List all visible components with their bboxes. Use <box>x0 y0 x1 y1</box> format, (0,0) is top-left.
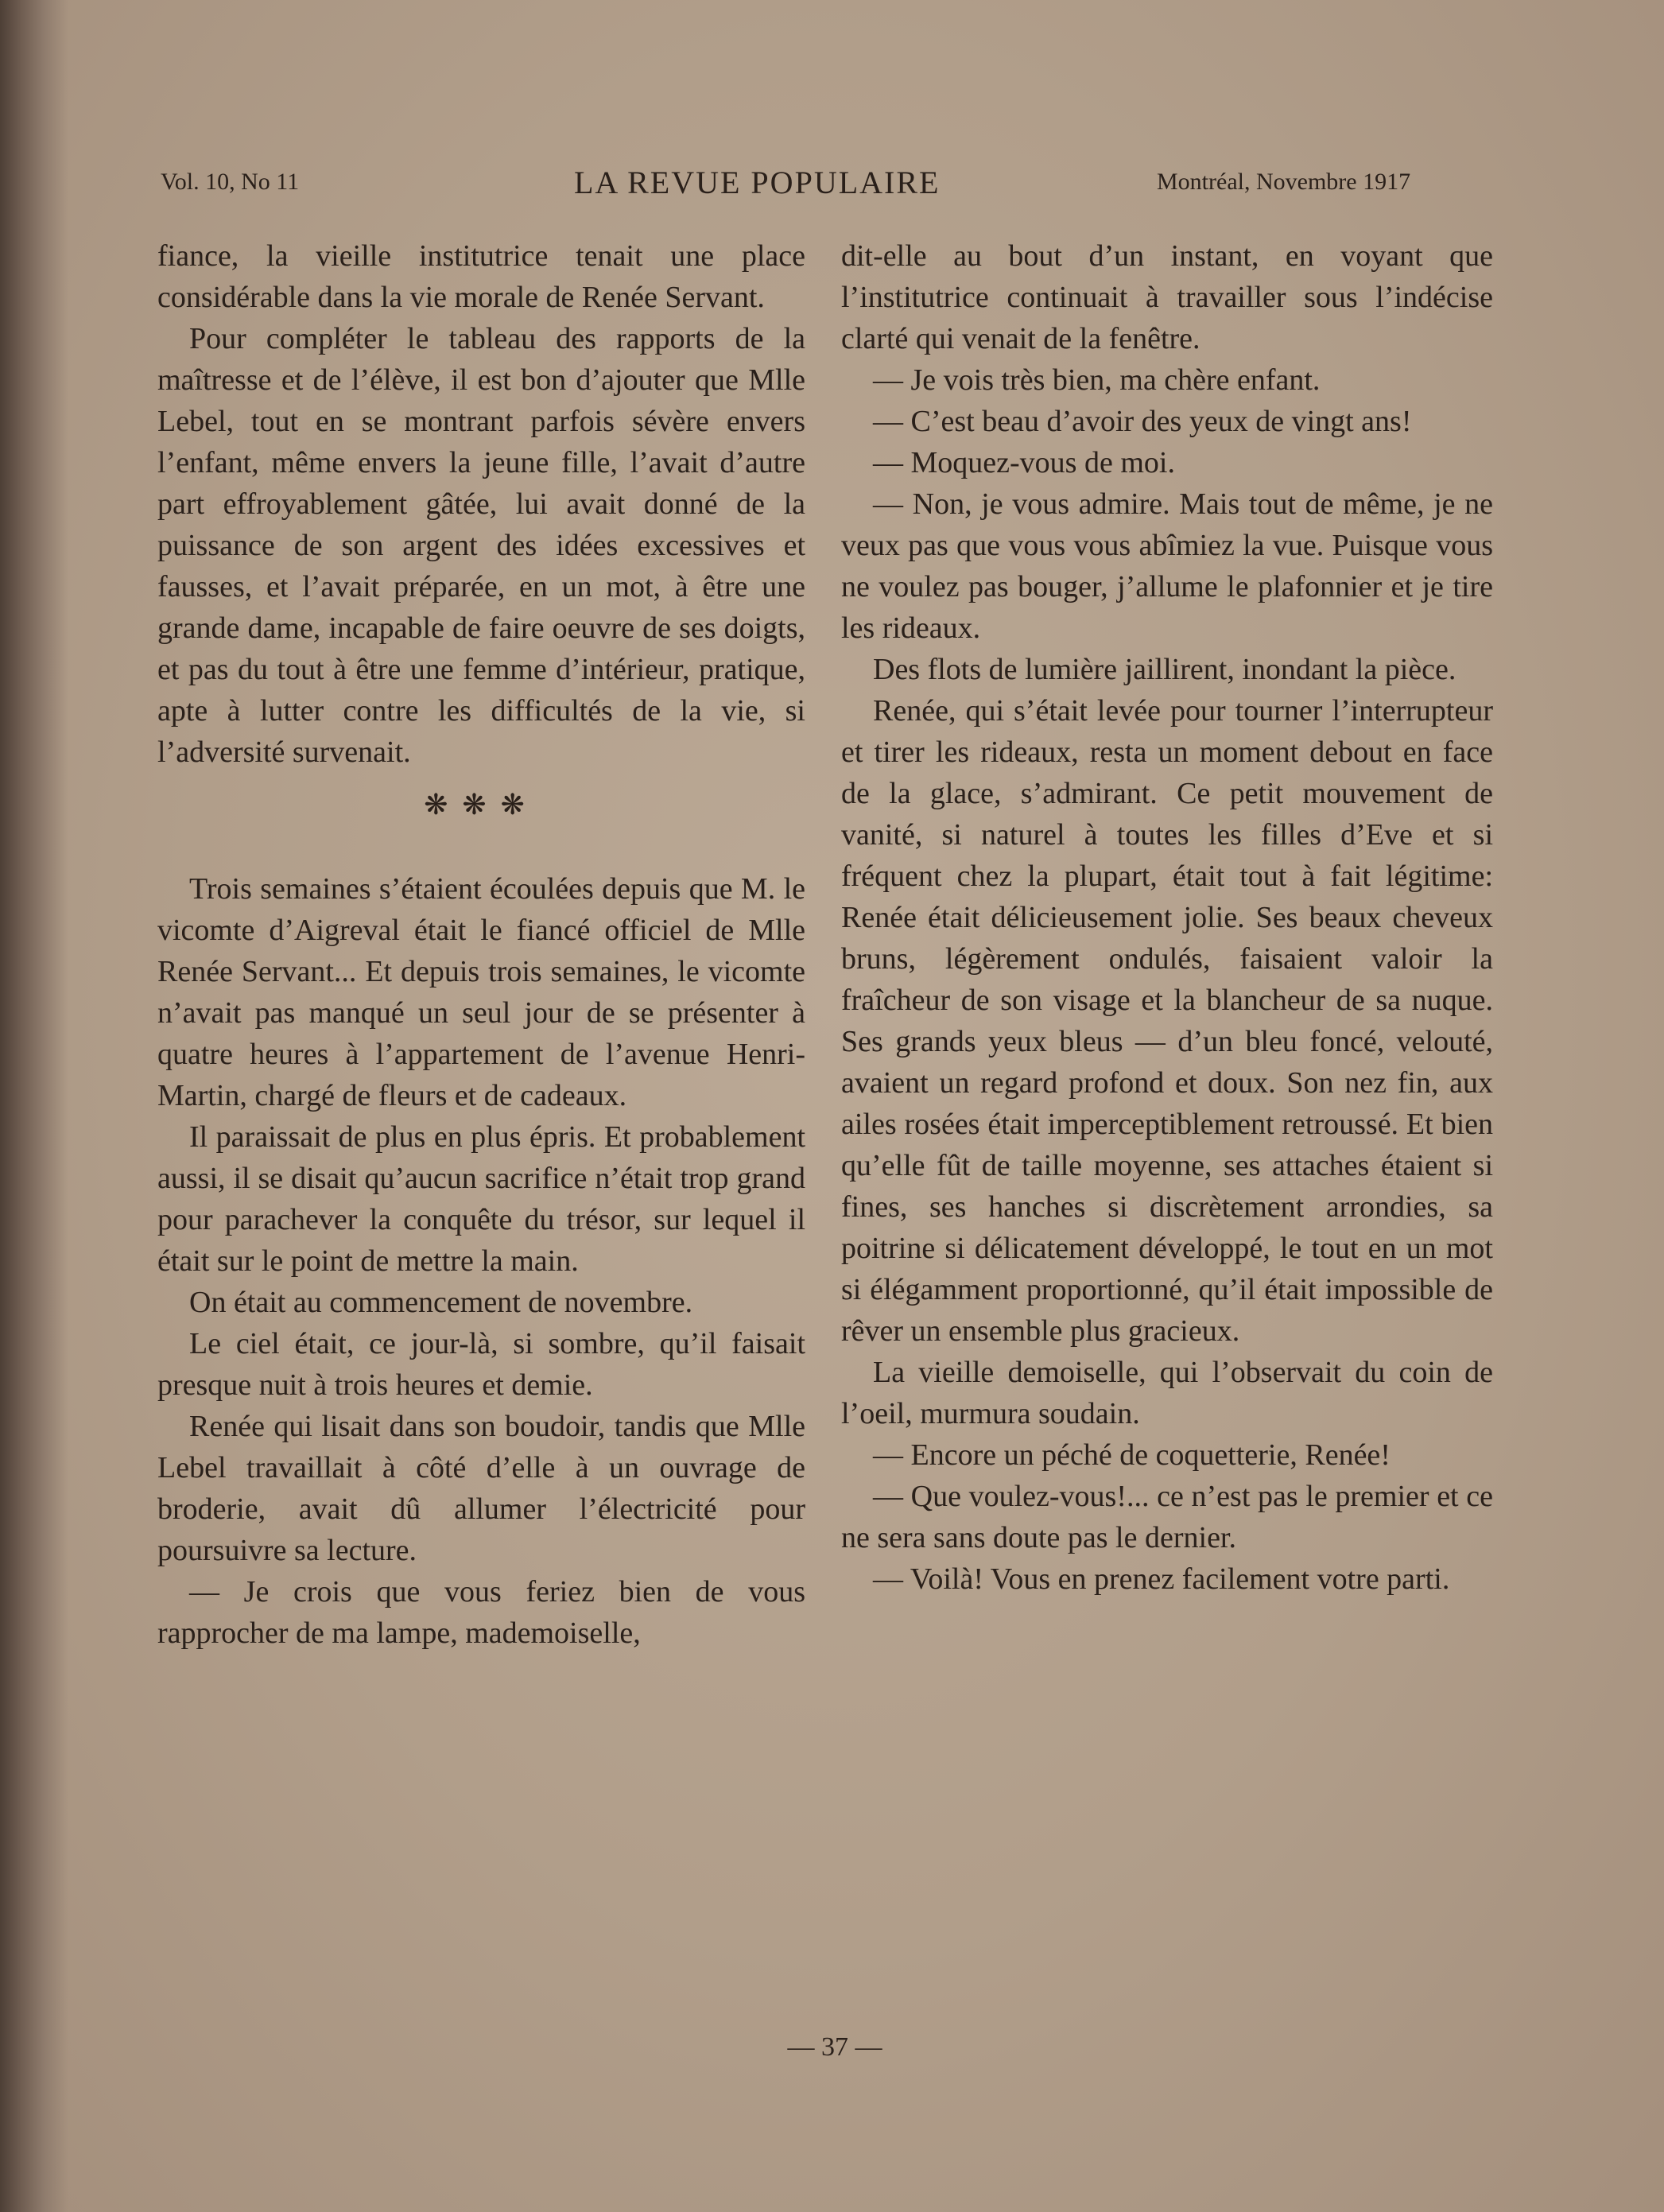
running-header <box>0 165 1664 216</box>
paragraph: Des flots de lumière jaillirent, inondant la pièce. <box>873 653 1456 686</box>
paragraph: — C’est beau d’avoir des yeux de vingt ans! <box>873 405 1412 438</box>
paragraph: — Encore un péché de coquetterie, Renée! <box>873 1438 1391 1472</box>
page-binding-edge <box>0 0 68 2212</box>
paragraph: — Je crois que vous feriez bien de vous rapprocher de ma lampe, mademoiselle, <box>157 1575 805 1650</box>
paragraph: Renée qui lisait dans son boudoir, tandis que Mlle Lebel travaillait à côté d’elle à un ouvrage de broderie, avait dû allumer l’électricité pour poursuivre sa lecture. <box>157 1410 805 1567</box>
left-column <box>157 235 805 1654</box>
section-break-asterisks: ❋❋❋ <box>424 789 539 821</box>
volume-number: Vol. 10, No 11 <box>161 169 300 195</box>
right-column <box>841 235 1493 1600</box>
paragraph: — Je vois très bien, ma chère enfant. <box>873 363 1321 397</box>
paragraph: La vieille demoiselle, qui l’observait du coin de l’oeil, murmura soudain. <box>841 1356 1493 1430</box>
paragraph: Il paraissait de plus en plus épris. Et probablement aussi, il se disait qu’aucun sacrifice n’était trop grand pour parachever la conquête du trésor, sur lequel il était sur le point de mettre la main. <box>157 1120 805 1278</box>
issue-date: Montréal, Novembre 1917 <box>1157 169 1411 195</box>
paragraph: — Que voulez-vous!... ce n’est pas le premier et ce ne sera sans doute pas le dernier. <box>841 1480 1493 1554</box>
paragraph: Trois semaines s’étaient écoulées depuis que M. le vicomte d’Aigreval était le fiancé officiel de Mlle Renée Servant... Et depuis trois semaines, le vicomte n’avait pas manqué un seul jour de se présenter à quatre heures à l’appartement de l’avenue Henri-Martin, chargé de fleurs et de cadeaux. <box>157 872 805 1112</box>
paragraph: Le ciel était, ce jour-là, si sombre, qu’il faisait presque nuit à trois heures et demie. <box>157 1327 805 1402</box>
paragraph: On était au commencement de novembre. <box>189 1286 693 1319</box>
paragraph: — Voilà! Vous en prenez facilement votre parti. <box>873 1562 1450 1596</box>
paragraph: Renée, qui s’était levée pour tourner l’interrupteur et tirer les rideaux, resta un moment debout en face de la glace, s’admirant. Ce petit mouvement de vanité, si naturel à toutes les filles d’Eve et si fréquent chez la plupart, était tout à fait légitime: Renée était délicieusement jolie. Ses beaux cheveux bruns, légèrement ondulés, faisaient valoir la fraîcheur de son visage et la blancheur de sa nuque. Ses grands yeux bleus — d’un bleu foncé, velouté, avaient un regard profond et doux. Son nez fin, aux ailes rosées était imperceptiblement retroussé. Et bien qu’elle fût de taille moyenne, ses attaches étaient si fines, ses hanches si discrètement arrondies, sa poitrine si délicatement développé, le tout en un mot si élégamment proportionné, qu’il était impossible de rêver un ensemble plus gracieux. <box>841 694 1493 1348</box>
page-number: — 37 — <box>787 2032 882 2062</box>
paragraph: dit-elle au bout d’un instant, en voyant que l’institutrice continuait à travailler sous l’indécise clarté qui venait de la fenêtre. <box>841 239 1493 355</box>
paragraph: Pour compléter le tableau des rapports de la maîtresse et de l’élève, il est bon d’ajouter que Mlle Lebel, tout en se montrant parfois sévère envers l’enfant, même envers la jeune fille, l’avait d’autre part effroyablement gâtée, lui avait donné de la puissance de son argent des idées excessives et fausses, et l’avait préparée, en un mot, à être une grande dame, incapable de faire oeuvre de ses doigts, et pas du tout à être une femme d’intérieur, pratique, apte à lutter contre les difficultés de la vie, si l’adversité survenait. <box>157 322 805 769</box>
paragraph: — Moquez-vous de moi. <box>873 446 1175 479</box>
paragraph: — Non, je vous admire. Mais tout de même, je ne veux pas que vous vous abîmiez la vue. Puisque vous ne voulez pas bouger, j’allume le plafonnier et je tire les rideaux. <box>841 487 1493 645</box>
publication-title: LA REVUE POPULAIRE <box>574 165 941 200</box>
paragraph: fiance, la vieille institutrice tenait une place considérable dans la vie morale de Renée Servant. <box>157 239 805 314</box>
